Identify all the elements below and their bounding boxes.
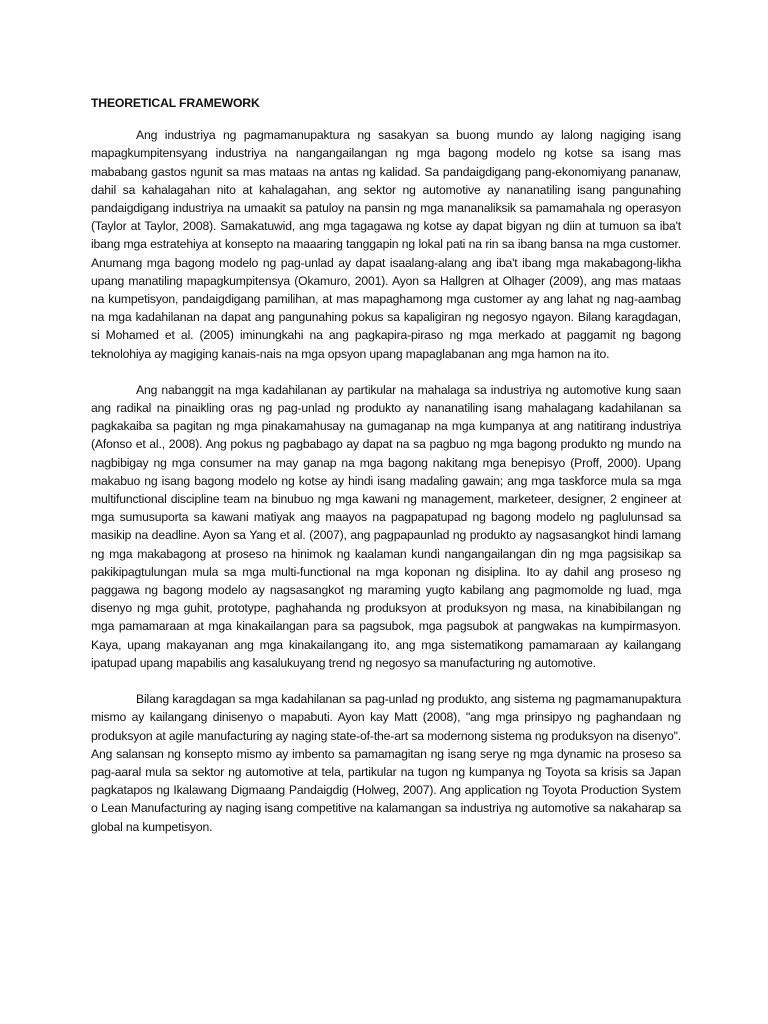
paragraph-1: Ang industriya ng pagmamanupaktura ng sasakyan sa buong mundo ay lalong nagiging isang mapagkumpitensyang industriya na nangangailangan ng mga bagong modelo ng kotse sa isang mas mababang gastos ngunit sa mas mataas na antas ng kalidad. Sa pandaigdigang pang-ekonomiyang pananaw, dahil sa kahalagahan nito at kahalagahan, ang sektor ng automotive ay nananatiling isang pangunahing pandaigdigang industriya na umaakit sa patuloy na pansin ng mga mananaliksik sa pamamahala ng operasyon (Taylor at Taylor, 2008). Samakatuwid, ang mga tagagawa ng kotse ay dapat bigyan ng diin at tumuon sa iba't ibang mga estratehiya at konsepto na maaaring tanggapin ng lokal pati na rin sa ibang bansa na mga customer. Anumang mga bagong modelo ng pag-unlad ay dapat isaalang-alang ang iba't ibang mga makabagong-likha upang manatiling mapagkumpitensya (Okamuro, 2001). Ayon sa Hallgren at Olhager (2009), ang mas mataas na kumpetisyon, pandaigdigang pamilihan, at mas mapaghamong mga customer ay ang lahat ng nag-aambag na mga kadahilanan na dapat ang pangunahing pokus sa kapaligiran ng negosyo ngayon. Bilang karagdagan, si Mohamed et al. (2005) iminungkahi na ang pagkapira-piraso ng mga merkado at paggamit ng bagong teknolohiya ay magiging kanais-nais na mga opsyon upang mapaglabanan ang mga hamon na ito. xyxy=(91,128,681,361)
paragraph-2: Ang nabanggit na mga kadahilanan ay partikular na mahalaga sa industriya ng automotive kung saan ang radikal na pinaikling oras ng pag-unlad ng produkto ay nananatiling isang mahalagang kadahilanan sa pagkakaiba sa pagitan ng mga pinakamahusay na gumaganap na mga kumpanya at ang natitirang industriya (Afonso et al., 2008). Ang pokus ng pagbabago ay dapat na sa pagbuo ng mga bagong produkto ng mundo na nagbibigay ng mga consumer na may ganap na mga bagong nakitang mga benepisyo (Proff, 2000). Upang makabuo ng isang bagong modelo ng kotse ay hindi isang madaling gawain; ang mga taskforce mula sa mga multifunctional discipline team na binubuo ng mga kawani ng management, marketeer, designer, 2 engineer at mga sumusuporta sa kawani matiyak ang maayos na pagpapatupad ng bagong modelo ng paglulunsad sa masikip na deadline. Ayon sa Yang et al. (2007), ang pagpapaunlad ng produkto ay nagsasangkot hindi lamang ng mga makabagong at proseso na hinimok ng kaalaman kundi nangangailangan din ng mga pagsisikap sa pakikipagtulungan mula sa mga multi-functional na mga koponan ng disiplina. Ito ay dahil ang proseso ng paggawa ng bagong modelo ay nagsasangkot ng maraming yugto kabilang ang pagmomolde ng luad, mga disenyo ng mga guhit, prototype, paghahanda ng produksyon at produksyon ng masa, na kinabibilangan ng mga pamamaraan at mga kinakailangan para sa pagsubok, mga pagsubok at pangwakas na kumpirmasyon. Kaya, upang makayanan ang mga kinakailangang ito, ang mga sistematikong pamamaraan ay kailangang ipatupad upang mapabilis ang kasalukuyang trend ng negosyo sa manufacturing ng automotive. xyxy=(91,382,681,670)
section-heading: THEORETICAL FRAMEWORK xyxy=(91,96,260,110)
document-body xyxy=(91,94,681,854)
paragraph-3: Bilang karagdagan sa mga kadahilanan sa pag-unlad ng produkto, ang sistema ng pagmamanupaktura mismo ay kailangang dinisenyo o mapabuti. Ayon kay Matt (2008), "ang mga prinsipyo ng paghandaan ng produksyon at agile manufacturing ay naging state-of-the-art sa modernong sistema ng produksyon na disenyo". Ang salansan ng konsepto mismo ay imbento sa pamamagitan ng isang serye ng mga dynamic na proseso sa pag-aaral mula sa sektor ng automotive at tela, partikular na tugon ng kumpanya ng Toyota sa krisis sa Japan pagkatapos ng Ikalawang Digmaang Pandaigdig (Holweg, 2007). Ang application ng Toyota Production System o Lean Manufacturing ay naging isang competitive na kalamangan sa industriya ng automotive sa nakaharap sa global na kumpetisyon. xyxy=(91,692,681,834)
